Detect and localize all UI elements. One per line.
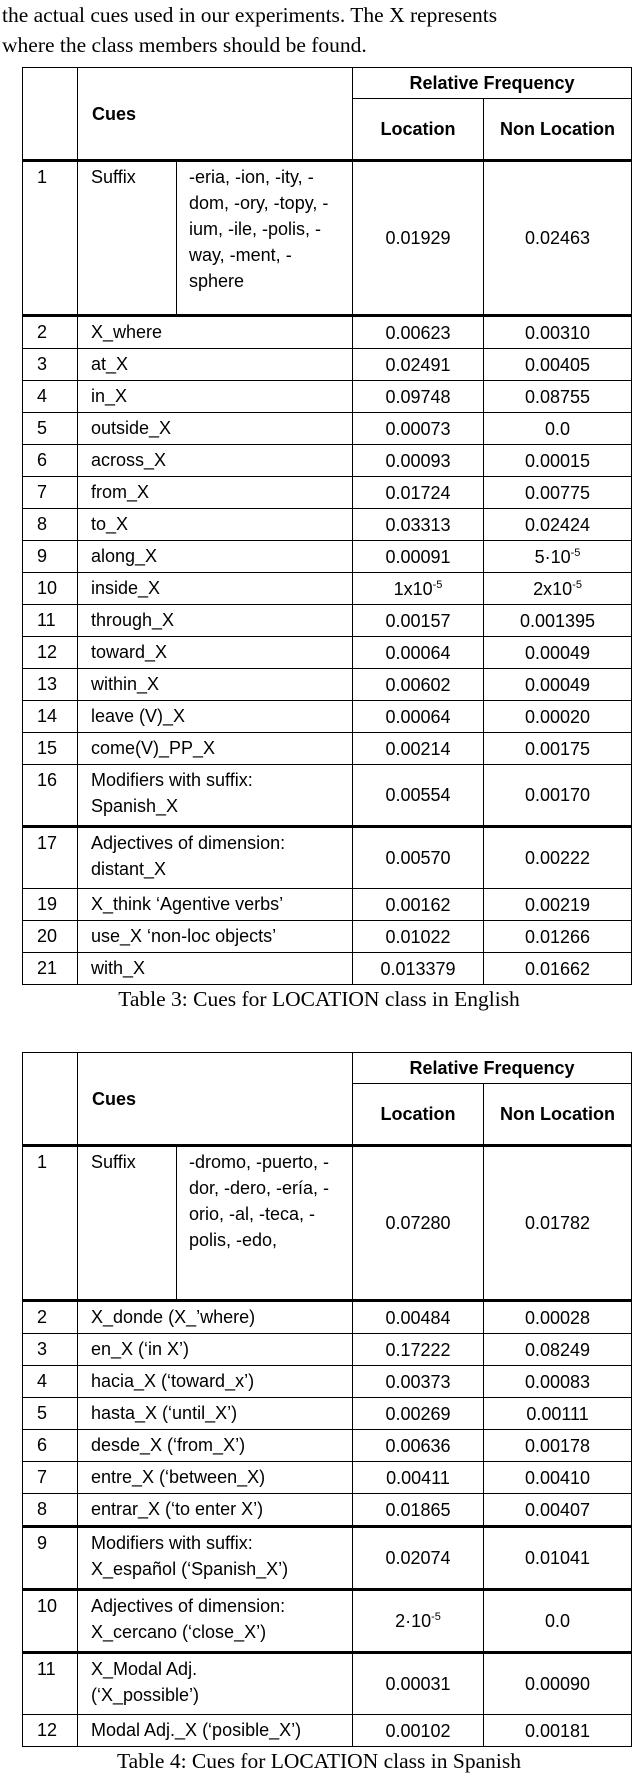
value-non-location: 0.01782 [484,1146,632,1301]
value-location: 0.00073 [353,413,484,445]
cue: with_X [78,953,353,985]
table-header-row [23,68,632,99]
cue: come(V)_PP_X [78,733,353,765]
cue: outside_X [78,413,353,445]
value-non-location: 0.00049 [484,669,632,701]
value-location: 0.013379 [353,953,484,985]
value-non-location: 0.00181 [484,1715,632,1747]
row-number: 19 [23,889,78,921]
value-location: 0.02491 [353,349,484,381]
table-row [23,1366,632,1398]
row-number: 10 [23,1590,78,1653]
header-relative-frequency: Relative Frequency [353,1053,632,1084]
cue: hasta_X (‘until_X’) [78,1398,353,1430]
value-non-location: 0.00410 [484,1462,632,1494]
table-row [23,573,632,605]
value-non-location: 0.00111 [484,1398,632,1430]
table-row [23,669,632,701]
header-relative-frequency: Relative Frequency [353,68,632,99]
table-row [23,889,632,921]
row-number: 3 [23,1334,78,1366]
row-number: 6 [23,445,78,477]
value-non-location: 0.01662 [484,953,632,985]
table-row [23,1590,632,1653]
value-location: 0.00091 [353,541,484,573]
cue-suffix-list: -eria, -ion, -ity, -dom, -ory, -topy, -ium, -ile, -polis, -way, -ment, -sphere [177,161,353,316]
cue: hacia_X (‘toward_x’) [78,1366,353,1398]
value-non-location: 0.00015 [484,445,632,477]
value-non-location: 0.02424 [484,509,632,541]
row-number: 12 [23,1715,78,1747]
table-row [23,381,632,413]
header-cues: Cues [78,1053,353,1146]
cue: en_X (‘in X’) [78,1334,353,1366]
value-location: 0.00554 [353,765,484,827]
row-number: 7 [23,477,78,509]
value-location: 0.00602 [353,669,484,701]
value-non-location: 0.01266 [484,921,632,953]
value-non-location: 0.01041 [484,1527,632,1590]
value-non-location [484,573,632,605]
cue-suffix-label: Suffix [78,161,177,316]
header-num [23,68,78,161]
cue-line: (‘X_possible’) [91,1685,200,1705]
intro-line: the actual cues used in our experiments. The X represents [2,3,498,27]
value-non-location: 0.00407 [484,1494,632,1527]
value-non-location: 0.00090 [484,1653,632,1715]
row-number: 15 [23,733,78,765]
value-location [353,573,484,605]
value-location [353,1590,484,1653]
table-row [23,1715,632,1747]
row-number: 4 [23,1366,78,1398]
cue: within_X [78,669,353,701]
row-number: 1 [23,161,78,316]
cue: in_X [78,381,353,413]
table-row [23,1462,632,1494]
value-location: 0.01022 [353,921,484,953]
value-location: 0.02074 [353,1527,484,1590]
value-location: 0.09748 [353,381,484,413]
value-location: 0.03313 [353,509,484,541]
table-row [23,1527,632,1590]
cue [78,1590,353,1653]
value-non-location: 0.001395 [484,605,632,637]
cue [78,765,353,827]
cue: X_think ‘Agentive verbs’ [78,889,353,921]
row-number: 11 [23,605,78,637]
value-exponent: -5 [570,546,581,559]
cue: use_X ‘non-loc objects’ [78,921,353,953]
value-location: 0.00484 [353,1301,484,1334]
value-location: 0.00157 [353,605,484,637]
row-number: 21 [23,953,78,985]
table-row [23,637,632,669]
cue [78,1653,353,1715]
value-non-location: 0.08755 [484,381,632,413]
cue: entre_X (‘between_X) [78,1462,353,1494]
value-location: 0.00102 [353,1715,484,1747]
table-row [23,1430,632,1462]
table-row [23,413,632,445]
row-number: 8 [23,509,78,541]
cue: to_X [78,509,353,541]
header-location: Location [353,99,484,161]
table-row [23,349,632,381]
table-row [23,953,632,985]
row-number: 3 [23,349,78,381]
table-row [23,541,632,573]
value-exponent: -5 [431,1611,441,1623]
intro-paragraph [2,0,638,60]
value-non-location: 0.00222 [484,827,632,889]
table-header-row [23,1053,632,1084]
cue-line: X_Modal Adj. [91,1659,198,1679]
value-location: 0.00373 [353,1366,484,1398]
value-non-location: 0.00083 [484,1366,632,1398]
value-non-location: 0.00175 [484,733,632,765]
table-row [23,316,632,349]
value-non-location: 0.00028 [484,1301,632,1334]
value-non-location: 0.0 [484,413,632,445]
row-number: 4 [23,381,78,413]
cue: across_X [78,445,353,477]
value-location: 0.00093 [353,445,484,477]
cue: desde_X (‘from_X’) [78,1430,353,1462]
header-num [23,1053,78,1146]
value-base: 2·10 [395,1611,432,1631]
value-base: 5·10 [534,546,571,567]
value-non-location: 0.00310 [484,316,632,349]
table-caption: Table 4: Cues for LOCATION class in Spanish [117,1749,521,1773]
value-non-location: 0.00775 [484,477,632,509]
table-row [23,733,632,765]
row-number: 16 [23,765,78,827]
row-number: 9 [23,541,78,573]
value-exponent: -5 [432,578,443,591]
header-non-location: Non Location [484,99,632,161]
cue-line: X_cercano (‘close_X’) [91,1622,267,1642]
row-number: 10 [23,573,78,605]
header-cues: Cues [78,68,353,161]
value-location: 0.00623 [353,316,484,349]
cue-suffix-label: Suffix [78,1146,177,1301]
row-number: 2 [23,1301,78,1334]
cue: through_X [78,605,353,637]
value-location: 0.00031 [353,1653,484,1715]
value-non-location: 0.00178 [484,1430,632,1462]
cue-line: distant_X [91,859,167,879]
cue: X_donde (X_’where) [78,1301,353,1334]
value-location: 0.00162 [353,889,484,921]
table-row [23,161,632,316]
table-row [23,445,632,477]
value-location: 0.00636 [353,1430,484,1462]
cue: from_X [78,477,353,509]
row-number: 5 [23,413,78,445]
cue: X_where [78,316,353,349]
value-non-location: 0.00170 [484,765,632,827]
value-non-location: 0.00405 [484,349,632,381]
cue-line: Adjectives of dimension: [91,1596,286,1616]
value-location: 0.01929 [353,161,484,316]
table-row [23,1334,632,1366]
value-location: 0.00411 [353,1462,484,1494]
table-row [23,477,632,509]
cue-line: Adjectives of dimension: [91,833,286,853]
value-location: 0.01724 [353,477,484,509]
value-non-location: 0.00049 [484,637,632,669]
value-non-location: 0.02463 [484,161,632,316]
table-row [23,827,632,889]
cue-line: Modifiers with suffix: [91,1533,253,1553]
cue: along_X [78,541,353,573]
table-caption: Table 3: Cues for LOCATION class in English [118,987,520,1011]
table-row [23,509,632,541]
cue-line: X_español (‘Spanish_X’) [91,1559,289,1579]
row-number: 14 [23,701,78,733]
row-number: 20 [23,921,78,953]
cue: entrar_X (‘to enter X’) [78,1494,353,1527]
value-non-location: 0.0 [484,1590,632,1653]
table-row [23,1398,632,1430]
row-number: 9 [23,1527,78,1590]
value-location: 0.00269 [353,1398,484,1430]
value-location: 0.00570 [353,827,484,889]
row-number: 13 [23,669,78,701]
value-location: 0.07280 [353,1146,484,1301]
value-base: 1x10 [393,578,433,599]
row-number: 5 [23,1398,78,1430]
row-number: 7 [23,1462,78,1494]
cue-line: Spanish_X [91,796,179,816]
value-location: 0.01865 [353,1494,484,1527]
row-number: 17 [23,827,78,889]
cue-line: Modifiers with suffix: [91,770,253,790]
cue: Modal Adj._X (‘posible_X’) [78,1715,353,1747]
table-english-location-cues [22,67,632,985]
table-row [23,765,632,827]
header-non-location: Non Location [484,1084,632,1146]
table-row [23,701,632,733]
cue-suffix-list: -dromo, -puerto, -dor, -dero, -ería, -orio, -al, -teca, -polis, -edo, [177,1146,353,1301]
value-non-location: 0.08249 [484,1334,632,1366]
value-non-location: 0.00020 [484,701,632,733]
row-number: 6 [23,1430,78,1462]
table-row [23,1494,632,1527]
intro-line: where the class members should be found. [2,33,367,57]
value-non-location: 0.00219 [484,889,632,921]
value-location: 0.00214 [353,733,484,765]
row-number: 1 [23,1146,78,1301]
cue: leave (V)_X [78,701,353,733]
row-number: 11 [23,1653,78,1715]
value-location: 0.00064 [353,637,484,669]
cue: inside_X [78,573,353,605]
table-row [23,605,632,637]
value-location: 0.17222 [353,1334,484,1366]
table-row [23,1653,632,1715]
header-location: Location [353,1084,484,1146]
cue: toward_X [78,637,353,669]
table-row [23,921,632,953]
table-row [23,1301,632,1334]
value-base: 2x10 [533,578,573,599]
cue [78,1527,353,1590]
value-non-location [484,541,632,573]
row-number: 2 [23,316,78,349]
cue [78,827,353,889]
cue: at_X [78,349,353,381]
table-spanish-location-cues [22,1052,632,1747]
row-number: 12 [23,637,78,669]
value-location: 0.00064 [353,701,484,733]
row-number: 8 [23,1494,78,1527]
table-row [23,1146,632,1301]
value-exponent: -5 [572,578,582,591]
